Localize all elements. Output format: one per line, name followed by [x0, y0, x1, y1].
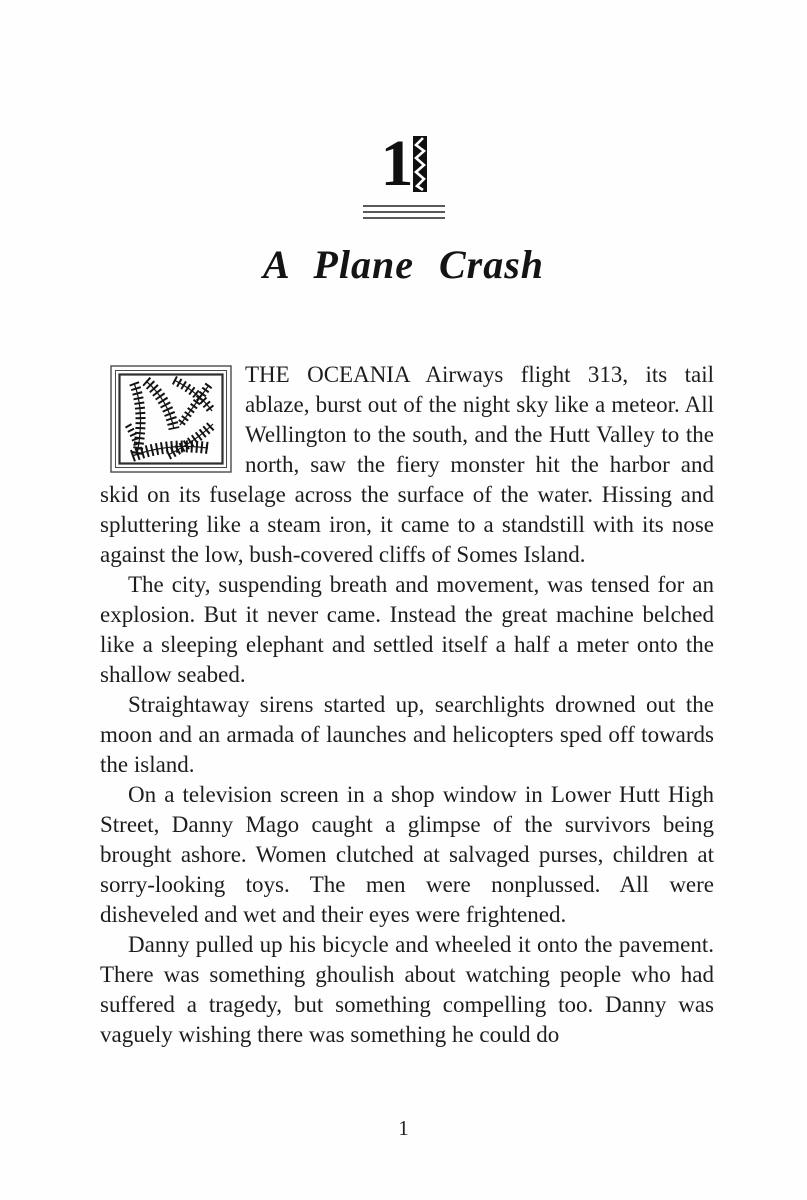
paragraph-5: Danny pulled up his bicycle and wheeled it onto the pavement. There was something ghoulish about watching people who had suffered a tragedy, but something compelling too. Danny was vaguely wishing there was something he could do — [100, 932, 714, 1047]
paragraph-text: THE OCEANIA Airways flight 313, its tail ablaze, burst out of the night sky like a meteor. All Wellington to the south, and the Hutt Valley to the north, saw the fiery monster hit the harbor and skid on its fuselage across the surface of the water. Hissing and spluttering like a steam iron, it came to a standstill with its nose against the low, bush-covered cliffs of Somes Island. — [100, 362, 714, 567]
chapter-header — [0, 0, 807, 289]
chapter-number-numeral: 1 — [380, 127, 412, 200]
paragraph-2: The city, suspending breath and movement, was tensed for an explosion. But it never came. Instead the great machine belched like a sleeping elephant and settled itself a half a meter onto the shallow seabed. — [100, 572, 714, 687]
paragraph-3: Straightaway sirens started up, searchlights drowned out the moon and an armada of launches and helicopters sped off towards the island. — [100, 692, 714, 777]
woodcut-zigzag-bar-icon — [413, 136, 427, 192]
paragraph-1 — [100, 360, 714, 570]
page-number: 1 — [398, 1116, 409, 1140]
triple-rule-divider — [363, 205, 445, 219]
chapter-body — [100, 360, 714, 1050]
chapter-number — [0, 127, 807, 200]
chapter-title: A Plane Crash — [262, 242, 545, 287]
fern-woodcut-ornament-icon — [110, 365, 232, 473]
paragraph-4: On a television screen in a shop window in Lower Hutt High Street, Danny Mago caught a glimpse of the survivors being brought ashore. Women clutched at salvaged purses, children at sorry-looking toys. The men were nonplussed. All were disheveled and wet and their eyes were frightened. — [100, 782, 714, 927]
